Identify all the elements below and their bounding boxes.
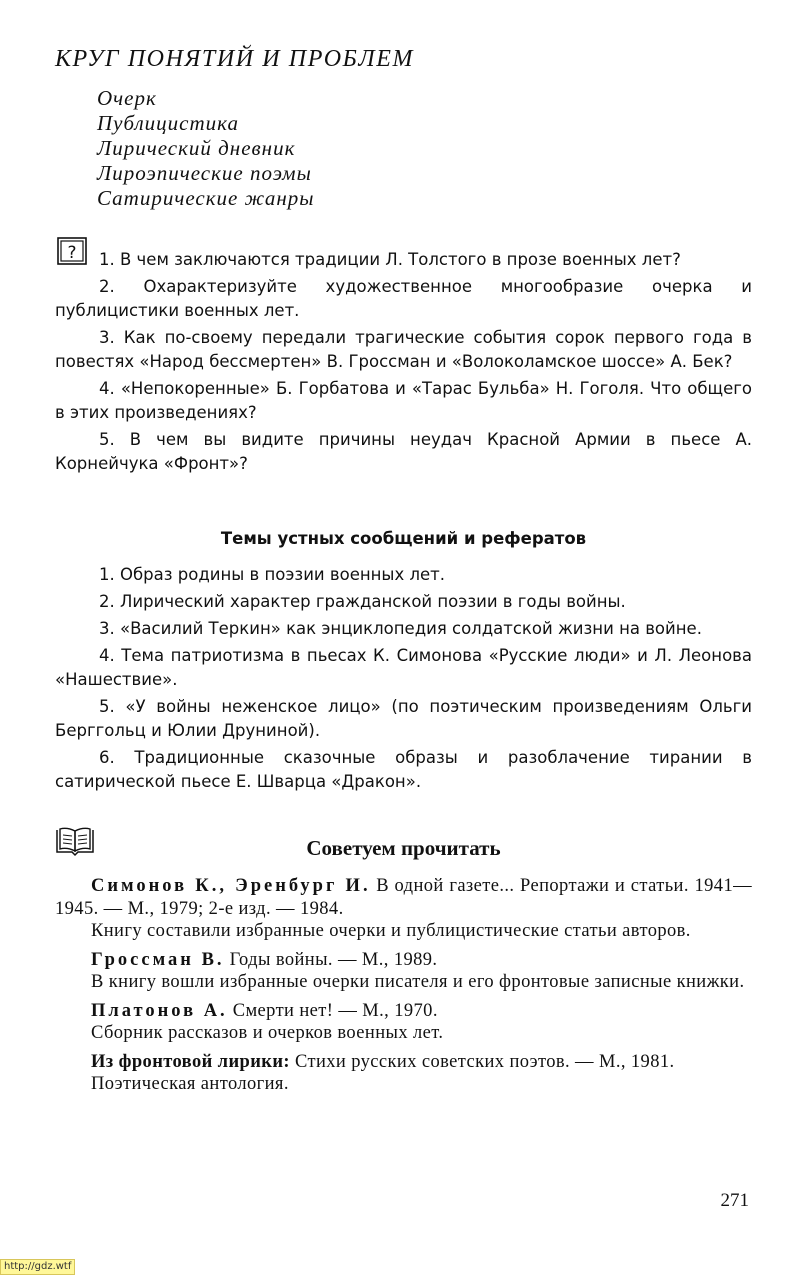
entry-citation: Годы войны. — М., 1989. [224,949,438,970]
topic-item: 4. Тема патриотизма в пьесах К. Симонова «Русские люди» и Л. Леонова «Нашествие». [55,646,752,689]
question-item: 4. «Непокоренные» Б. Горбатова и «Тарас Бульба» Н. Гоголя. Что общего в этих произведениях? [55,379,752,422]
topic-item: 3. «Василий Теркин» как энциклопедия солдатской жизни на войне. [99,619,702,638]
page-number: 271 [720,1190,749,1211]
reading-entry [55,1000,752,1045]
question-mark-glyph: ? [67,243,77,263]
entry-note: Книгу составили избранные очерки и публицистические статьи авторов. [91,921,691,941]
topics-heading: Темы устных сообщений и рефератов [220,529,587,548]
reading-entry [55,949,752,994]
entry-author: Из фронтовой лирики: [91,1051,290,1072]
concept-item: Лироэпические поэмы [97,161,312,185]
concepts-list [97,86,315,211]
question-item: 2. Охарактеризуйте художественное многообразие очерка и публицистики военных лет. [55,277,752,320]
concepts-heading: КРУГ ПОНЯТИЙ И ПРОБЛЕМ [55,46,415,72]
entry-author: Гроссман В. [91,949,225,970]
reading-entry [55,875,752,943]
reading-heading: Советуем прочитать [306,836,501,860]
entry-note: Поэтическая антология. [91,1074,289,1094]
watermark-link[interactable]: http://gdz.wtf [0,1259,75,1275]
question-item: 3. Как по-своему передали трагические события сорок первого года в повестях «Народ бессмертен» В. Гроссман и «Волоколамское шоссе» А. Бек? [55,328,752,371]
entry-author: Платонов А. [91,1000,228,1021]
question-item: 1. В чем заключаются традиции Л. Толстого в прозе военных лет? [99,250,681,269]
concept-item: Очерк [97,86,157,110]
topic-item: 1. Образ родины в поэзии военных лет. [99,565,446,584]
question-item: 5. В чем вы видите причины неудач Красной Армии в пьесе А. Корнейчука «Фронт»? [55,430,752,473]
entry-citation: Стихи русских советских поэтов. — М., 1981. [289,1051,675,1072]
questions-list [55,248,752,479]
reading-entry [55,1051,752,1096]
entry-note: В книгу вошли избранные очерки писателя и его фронтовые записные книжки. [91,972,745,992]
concept-item: Лирический дневник [97,136,296,160]
entry-citation: Смерти нет! — М., 1970. [227,1000,438,1021]
topics-list [55,563,752,797]
topic-item: 5. «У войны неженское лицо» (по поэтическим произведениям Ольги Берггольц и Юлии Друниной). [55,697,752,740]
topic-item: 2. Лирический характер гражданской поэзии в годы войны. [99,592,626,611]
concept-item: Сатирические жанры [97,186,315,210]
reading-list [55,875,752,1102]
entry-note: Сборник рассказов и очерков военных лет. [91,1023,444,1043]
topic-item: 6. Традиционные сказочные образы и разоблачение тирании в сатирической пьесе Е. Шварца «Дракон». [55,748,752,791]
entry-author: Симонов К., Эренбург И. [91,876,371,896]
entry-citation: В одной газете... Репортажи и статьи. 1941—1945. — М., 1979; 2-е изд. — 1984. [55,876,752,919]
concept-item: Публицистика [97,111,239,135]
